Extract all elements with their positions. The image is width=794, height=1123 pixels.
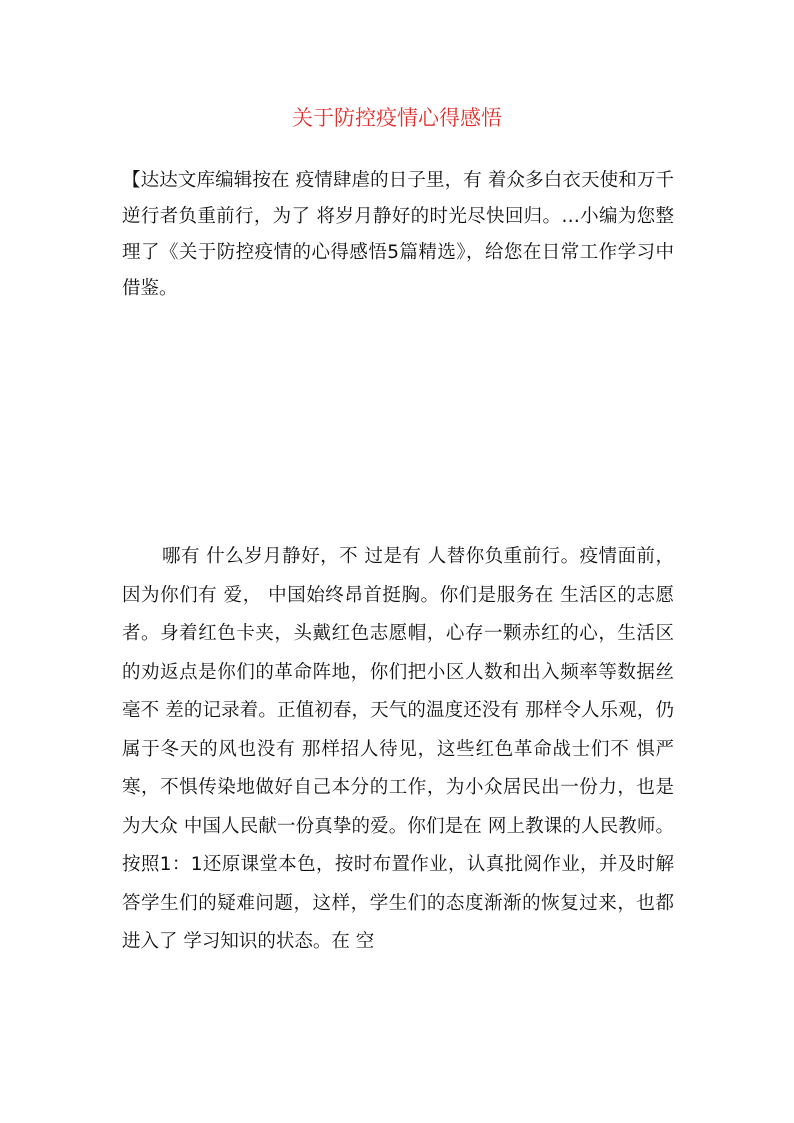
body-paragraph: 哪有 什么岁月静好，不 过是有 人替你负重前行。疫情面前，因为你们有 爱， 中国始终昂首挺胸。你们是服务在 生活区的志愿者。身着红色卡夹，头戴红色志愿帽，心存一颗赤红的心，生活区的劝返点是你们的革命阵地，你们把小区人数和出入频率等数据丝毫不 差的记录着。正值初春，天气的温度还没有 那样令人乐观，仍属于冬天的风也没有 那样招人待见，这些红色革命战士们不 惧严寒，不惧传染地做好自己本分的工作，为小众居民出一份力，也是为大众 中国人民献一份真挚的爱。你们是在 网上教课的人民教师。按照1：1还原课堂本色，按时布置作业，认真批阅作业，并及时解答学生们的疑难问题，这样，学生们的态度渐渐的恢复过来，也都进入了 学习知识的状态。在 空 (122, 546, 674, 952)
editor-intro: 【达达文库编辑按在 疫情肆虐的日子里，有 着众多白衣天使和万千逆行者负重前行，为了 将岁月静好的时光尽快回归。…小编为您整理了《关于防控疫情的心得感悟5篇精选》，给您在日常工作学习中借鉴。 (122, 170, 674, 299)
document-title: 关于防控疫情心得感悟 (292, 106, 502, 130)
